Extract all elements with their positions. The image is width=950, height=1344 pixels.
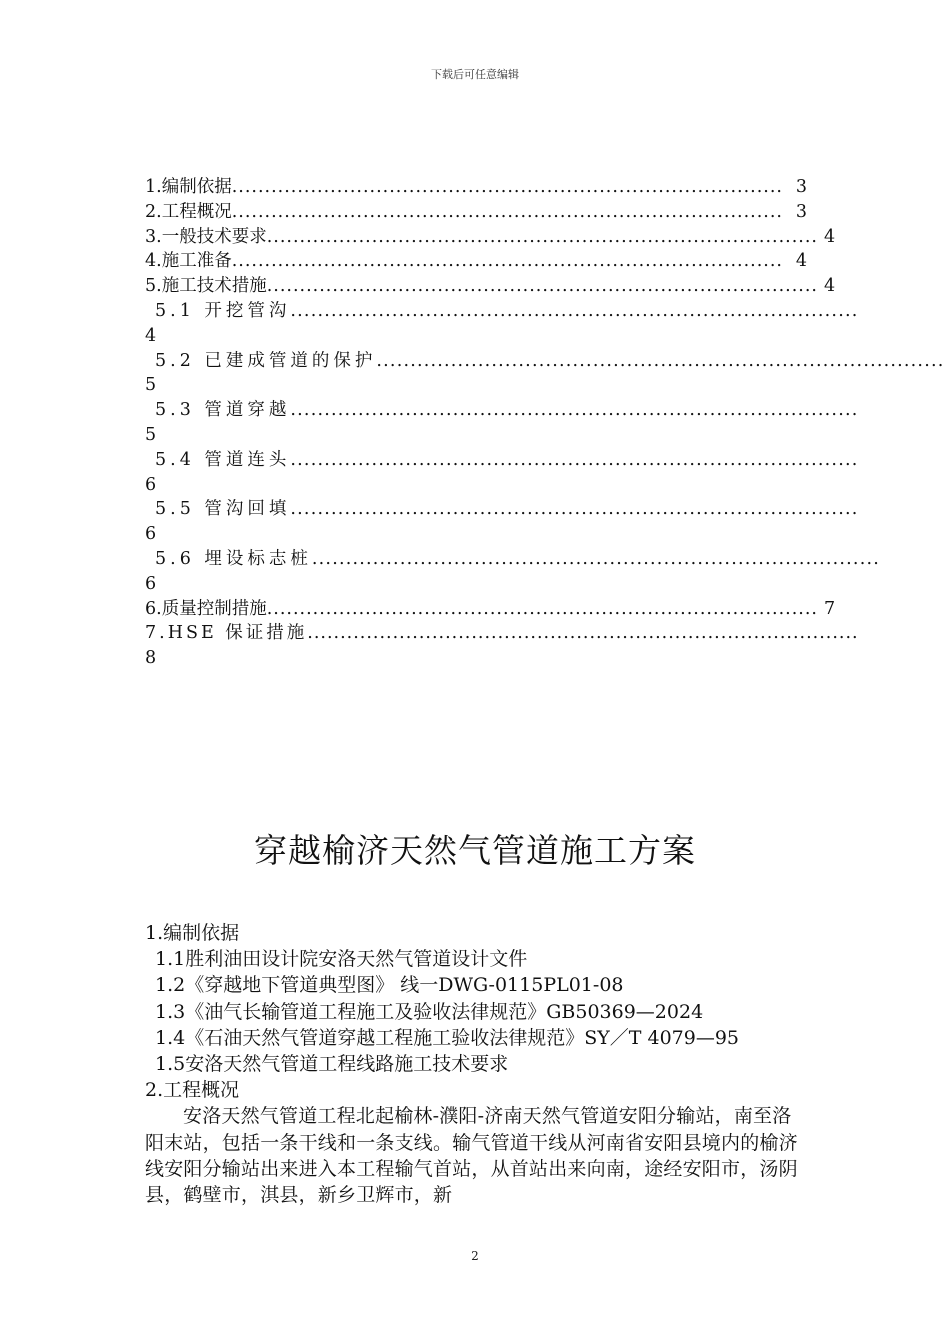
toc-leader: .................................................................................... bbox=[290, 449, 859, 470]
toc-entry[interactable] bbox=[145, 398, 859, 448]
toc-entry-page: 6 bbox=[145, 573, 157, 594]
toc-entry-title: 1.编制依据 bbox=[145, 177, 232, 197]
toc-entry[interactable] bbox=[145, 448, 859, 498]
toc-entry[interactable] bbox=[145, 249, 807, 274]
toc-leader: .................................................................................... bbox=[290, 499, 859, 520]
section-heading: 1.编制依据 bbox=[145, 922, 240, 944]
toc-entry-page: 8 bbox=[145, 648, 157, 669]
toc-entry-page: 5 bbox=[145, 424, 157, 445]
toc-entry-title: 5.2 已建成管道的保护 bbox=[155, 350, 377, 371]
toc-entry[interactable] bbox=[145, 497, 859, 547]
toc-leader: .................................................................................... bbox=[307, 623, 859, 644]
section-heading: 2.工程概况 bbox=[145, 1079, 240, 1102]
toc-leader: .................................................................................... bbox=[290, 300, 859, 321]
toc-leader: .................................................................................... bbox=[231, 251, 783, 272]
toc-entry-title: 6.质量控制措施 bbox=[145, 598, 267, 619]
toc-entry-title: 3.一般技术要求 bbox=[145, 226, 267, 247]
reference-item: 1.1胜利油田设计院安洛天然气管道设计文件 bbox=[155, 948, 528, 971]
toc-entry[interactable] bbox=[145, 349, 945, 399]
toc-entry-page: 5 bbox=[145, 375, 157, 396]
toc-entry-page: 4 bbox=[795, 251, 807, 272]
toc-entry-page: 4 bbox=[145, 325, 157, 346]
toc-leader: .................................................................................... bbox=[311, 548, 880, 569]
document-body bbox=[145, 920, 810, 1208]
toc-leader: .................................................................................... bbox=[376, 350, 945, 371]
toc-entry[interactable] bbox=[145, 274, 836, 299]
toc-entry[interactable] bbox=[145, 175, 807, 200]
reference-item: 1.3《油气长输管道工程施工及验收法律规范》GB50369—2024 bbox=[155, 1000, 704, 1023]
toc-entry-page: 4 bbox=[823, 226, 836, 247]
reference-item: 1.2《穿越地下管道典型图》 线一DWG-0115PL01-08 bbox=[155, 974, 624, 997]
reference-item: 1.4《石油天然气管道穿越工程施工验收法律规范》SY／T 4079—95 bbox=[155, 1026, 740, 1049]
toc-entry-title: 7.HSE 保证措施 bbox=[145, 623, 308, 644]
toc-leader: .................................................................................... bbox=[231, 201, 783, 222]
toc-leader: .................................................................................... bbox=[231, 177, 783, 197]
toc-leader: .................................................................................... bbox=[266, 226, 818, 247]
document-title: 穿越榆济天然气管道施工方案 bbox=[254, 831, 696, 870]
toc-entry-title: 5.1 开挖管沟 bbox=[155, 300, 291, 321]
toc-entry[interactable] bbox=[145, 547, 880, 597]
toc-entry-page: 6 bbox=[145, 474, 157, 495]
toc-entry-title: 5.6 埋设标志桩 bbox=[155, 548, 312, 569]
toc-leader: .................................................................................... bbox=[266, 276, 818, 297]
toc-entry-title: 5.5 管沟回填 bbox=[155, 499, 291, 520]
toc-leader: .................................................................................... bbox=[266, 598, 818, 619]
toc-entry-title: 5.施工技术措施 bbox=[145, 276, 267, 297]
toc-entry-title: 4.施工准备 bbox=[145, 251, 232, 272]
toc-entry-title: 5.3 管道穿越 bbox=[155, 400, 291, 421]
table-of-contents bbox=[145, 175, 945, 671]
toc-entry-page: 3 bbox=[795, 177, 807, 197]
toc-leader: .................................................................................... bbox=[290, 400, 859, 421]
page-header: 下载后可任意编辑 bbox=[431, 68, 519, 81]
reference-item: 1.5安洛天然气管道工程线路施工技术要求 bbox=[155, 1053, 509, 1076]
toc-entry-page: 7 bbox=[823, 598, 836, 619]
toc-entry[interactable] bbox=[145, 299, 859, 349]
body-paragraph: 安洛天然气管道工程北起榆林-濮阳-济南天然气管道安阳分输站，南至洛阳末站，包括一条干线和一条支线。输气管道干线从河南省安阳县境内的榆济线安阳分输站出来进入本工程输气首站，从首站出来向南，途经安阳市，汤阴县，鹤壁市，淇县，新乡卫辉市，新 bbox=[145, 1105, 798, 1207]
toc-entry-page: 6 bbox=[145, 524, 157, 545]
toc-entry-title: 2.工程概况 bbox=[145, 201, 232, 222]
toc-entry-page: 3 bbox=[795, 201, 807, 222]
toc-entry[interactable] bbox=[145, 621, 859, 671]
toc-entry[interactable] bbox=[145, 225, 836, 250]
toc-entry[interactable] bbox=[145, 597, 836, 622]
page-number: 2 bbox=[471, 1249, 479, 1263]
toc-entry-title: 5.4 管道连头 bbox=[155, 449, 291, 470]
toc-entry-page: 4 bbox=[823, 276, 836, 297]
toc-entry[interactable] bbox=[145, 200, 807, 225]
